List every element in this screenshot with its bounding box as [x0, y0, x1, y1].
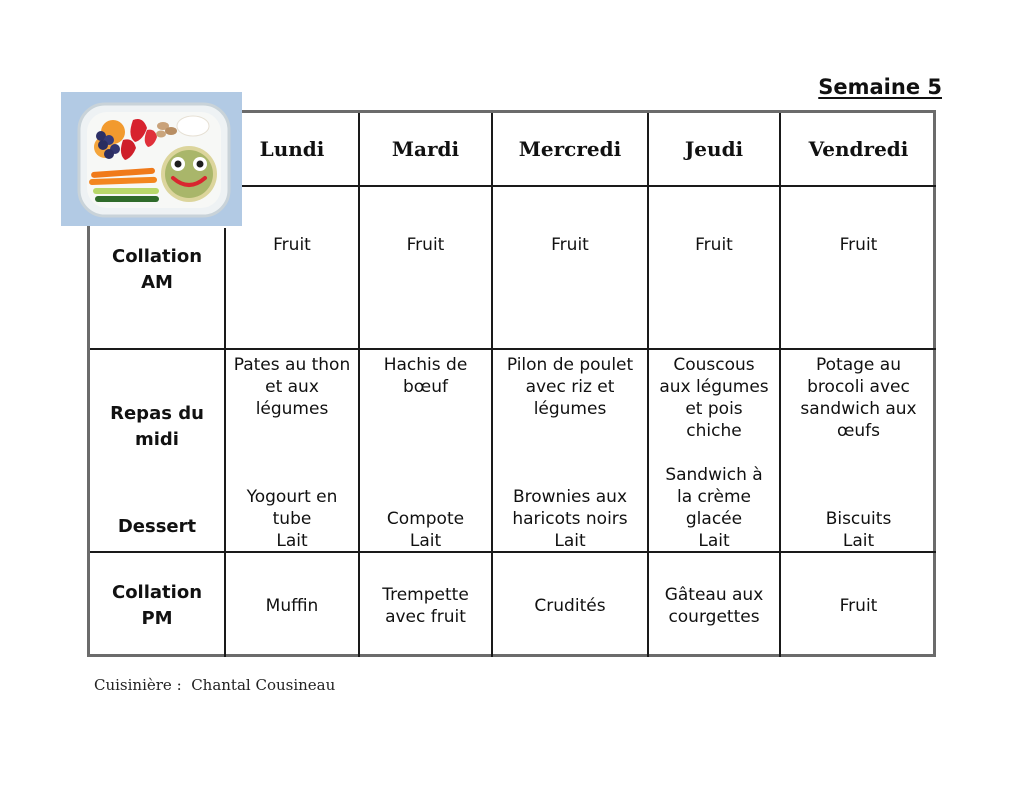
cell-dessert-jeudi: Sandwich à la crème glacée Lait: [665, 465, 763, 551]
cell-collation-am-mardi: Fruit: [406, 235, 445, 255]
cell-collation-pm-vendredi: Fruit: [839, 596, 878, 616]
cell-dessert-mercredi: Brownies aux haricots noirs Lait: [512, 487, 628, 551]
cell-dessert-mardi: Compote Lait: [386, 509, 465, 551]
cell-dessert-lundi: Yogourt en tube Lait: [246, 487, 338, 551]
cell-repas-mercredi: Pilon de poulet avec riz et légumes: [506, 355, 634, 419]
day-header-mardi: Mardi: [391, 137, 460, 161]
day-header-vendredi: Vendredi: [808, 137, 909, 161]
footer-cook: [94, 676, 335, 694]
cell-collation-am-lundi: Fruit: [273, 235, 311, 255]
cell-collation-pm-jeudi: Gâteau aux courgettes: [664, 585, 764, 627]
cell-dessert-vendredi: Biscuits Lait: [825, 509, 892, 551]
row-label-collation-am: Collation AM: [111, 246, 203, 293]
column-divider: [224, 228, 226, 657]
footer-cook-label: Cuisinière :: [94, 676, 182, 694]
cell-collation-am-mercredi: Fruit: [551, 235, 589, 255]
lunchbox-photo-icon: [61, 92, 242, 226]
week-title: Semaine 5: [818, 75, 942, 99]
day-header-mercredi: Mercredi: [518, 137, 622, 161]
cell-collation-pm-mercredi: Crudités: [534, 596, 606, 616]
cell-repas-lundi: Pates au thon et aux légumes: [233, 355, 351, 419]
cell-repas-mardi: Hachis de bœuf: [383, 355, 468, 397]
row-divider: [223, 185, 936, 187]
row-label-dessert: Dessert: [117, 516, 197, 537]
row-divider: [90, 348, 936, 350]
day-header-lundi: Lundi: [259, 137, 325, 161]
cell-collation-pm-mardi: Trempette avec fruit: [382, 585, 469, 627]
day-header-jeudi: Jeudi: [684, 137, 744, 161]
cell-repas-jeudi: Couscous aux légumes et pois chiche: [659, 355, 769, 441]
row-label-collation-pm: Collation PM: [111, 582, 203, 629]
cell-repas-vendredi: Potage au brocoli avec sandwich aux œufs: [800, 355, 917, 441]
row-label-repas: Repas du midi: [110, 403, 204, 450]
cell-collation-am-vendredi: Fruit: [839, 235, 878, 255]
cell-collation-pm-lundi: Muffin: [265, 596, 319, 616]
cell-collation-am-jeudi: Fruit: [695, 235, 733, 255]
footer-cook-name: Chantal Cousineau: [191, 676, 336, 694]
